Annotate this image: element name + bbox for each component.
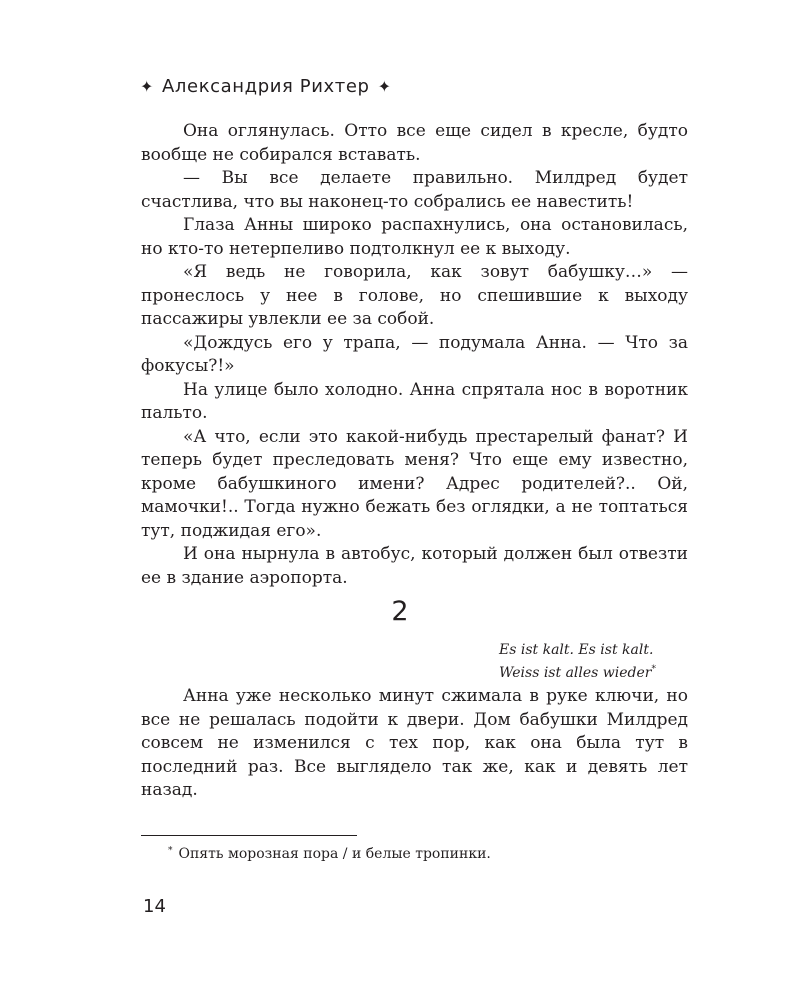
epigraph-note-mark: * [651, 664, 656, 675]
paragraph: И она нырнула в автобус, который должен был отвезти ее в здание аэропорта. [141, 544, 688, 588]
epigraph-line-text: Weiss ist alles wieder [499, 665, 652, 681]
epigraph-line [499, 662, 656, 685]
paragraph: Глаза Анны широко распахнулись, она остановилась, но кто-то нетерпеливо подтолкнул ее к выходу. [141, 215, 688, 259]
page-number: 14 [143, 896, 166, 917]
paragraph: На улице было холодно. Анна спрятала нос в воротник пальто. [141, 379, 688, 423]
paragraph: Она оглянулась. Отто все еще сидел в кресле, будто вообще не собирался вставать. [141, 121, 688, 165]
paragraph: «Дождусь его у трапа, — подумала Анна. — Что за фокусы?!» [141, 332, 688, 376]
star-ornament-icon: ✦ [377, 77, 392, 96]
paragraph: «А что, если это какой-нибудь престарелый фанат? И теперь будет преследовать меня? Что еще ему известно, кроме бабушкиного имени? Адрес родителей?.. Ой, мамочки!.. Тогда нужно бежать без оглядки, а не топтаться тут, поджидая его». [141, 426, 688, 541]
chapter-number: 2 [391, 596, 409, 627]
paragraph: «Я ведь не говорила, как зовут бабушку…» — пронеслось у нее в голове, но спешившие к выходу пассажиры увлекли ее за собой. [141, 262, 688, 329]
body-text-before-chapter [141, 120, 688, 590]
running-header [140, 76, 392, 97]
body-text-chapter-2 [141, 685, 688, 803]
epigraph-line: Es ist kalt. Es ist kalt. [499, 642, 654, 658]
footnote-text: Опять морозная пора / и белые тропинки. [178, 846, 491, 862]
footnote-mark: * [168, 846, 173, 856]
paragraph: Анна уже несколько минут сжимала в руке ключи, но все не решалась подойти к двери. Дом бабушки Милдред совсем не изменился с тех пор, как она была тут в последний раз. Все выглядело так же, как и девять лет назад. [141, 686, 688, 800]
star-ornament-icon: ✦ [140, 77, 155, 96]
paragraph: — Вы все делаете правильно. Милдред будет счастлива, что вы наконец-то собрались ее навестить! [141, 168, 688, 212]
footnote [168, 846, 491, 862]
epigraph [499, 639, 656, 685]
footnote-divider [141, 835, 357, 836]
author-name: Александрия Рихтер [162, 76, 370, 97]
